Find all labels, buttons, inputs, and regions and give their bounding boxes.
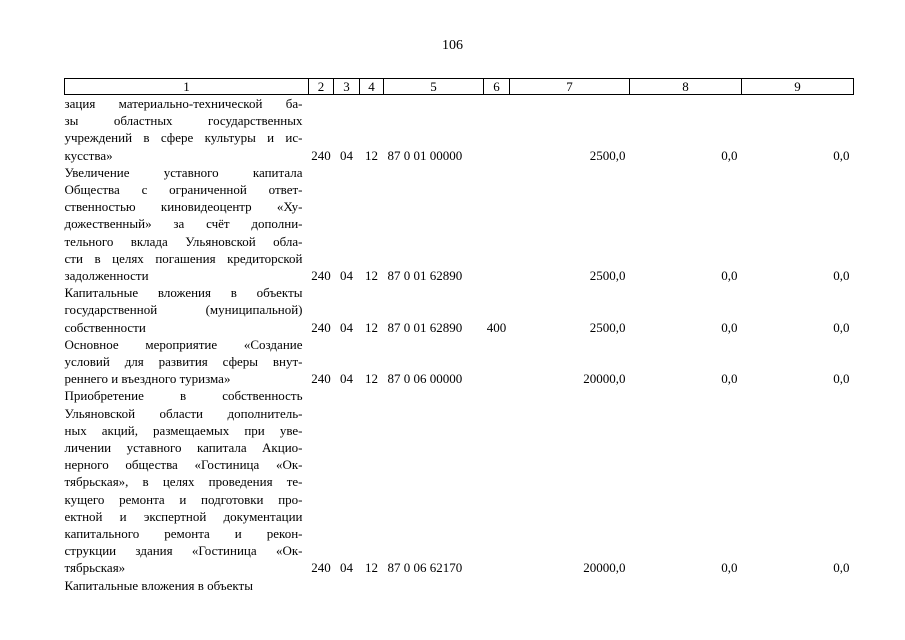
cell-ministry: 240	[311, 147, 331, 163]
description-line: государственной (муниципальной)	[64, 302, 303, 318]
cell-target-article: 87 0 01 62890	[387, 319, 463, 335]
cell-section: 04	[340, 560, 353, 576]
cell-amount-year3: 0,0	[833, 319, 850, 335]
cell-subsection: 12	[365, 147, 378, 163]
description-line: Ульяновской области дополнитель-	[64, 405, 303, 421]
cell-amount-year1	[510, 577, 630, 594]
description-line: собственности	[64, 319, 146, 335]
description-line: Капитальные вложения в объекты	[64, 577, 253, 593]
description-line: струкции здания «Гостиница «Ок-	[64, 543, 303, 559]
cell-subsection: 12	[365, 268, 378, 284]
cell-amount-year3: 0,0	[833, 268, 850, 284]
cell-target-article: 87 0 06 62170	[387, 560, 463, 576]
cell-section: 04	[340, 268, 353, 284]
table-row	[65, 164, 854, 284]
cell-amount-year2: 0,0	[721, 147, 738, 163]
cell-amount-year1: 2500,0	[589, 319, 626, 335]
column-header-9: 9	[742, 79, 854, 95]
description-line: условий для развития сферы внут-	[64, 354, 303, 370]
description-line: Приобретение в собственность	[64, 388, 303, 404]
description-line: ных акций, размещаемых при уве-	[64, 422, 303, 438]
cell-ministry: 240	[311, 268, 331, 284]
cell-subsection	[360, 577, 384, 594]
description-line: нерного общества «Гостиница «Ок-	[64, 457, 303, 473]
cell-description	[65, 164, 309, 284]
table-row	[65, 336, 854, 388]
description-line: ектной и экспертной документации	[64, 508, 303, 524]
cell-expense-type	[484, 336, 510, 388]
description-line: тельного вклада Ульяновской обла-	[64, 233, 303, 249]
budget-table	[64, 78, 854, 594]
cell-description	[65, 284, 309, 336]
table-body	[65, 95, 854, 594]
column-header-8: 8	[630, 79, 742, 95]
description-line: зы областных государственных	[64, 113, 303, 129]
cell-section: 04	[340, 147, 353, 163]
cell-target-article: 87 0 01 62890	[387, 268, 463, 284]
cell-description	[65, 577, 309, 594]
cell-amount-year2: 0,0	[721, 268, 738, 284]
description-line: реннего и въездного туризма»	[64, 371, 231, 387]
cell-amount-year2: 0,0	[721, 371, 738, 387]
cell-amount-year1: 2500,0	[589, 268, 626, 284]
description-line: сти в целях погашения кредиторской	[64, 250, 303, 266]
cell-section: 04	[340, 371, 353, 387]
table-row	[65, 95, 854, 164]
column-header-3: 3	[334, 79, 360, 95]
cell-expense-type	[484, 387, 510, 576]
cell-expense-type	[484, 577, 510, 594]
cell-expense-type	[484, 95, 510, 164]
cell-subsection: 12	[365, 371, 378, 387]
column-header-1: 1	[65, 79, 309, 95]
cell-amount-year3: 0,0	[833, 371, 850, 387]
cell-section	[334, 577, 360, 594]
cell-target-article	[384, 577, 484, 594]
cell-amount-year1: 20000,0	[583, 560, 626, 576]
table-header	[65, 79, 854, 95]
description-line: Основное мероприятие «Создание	[64, 336, 303, 352]
page-number: 106	[442, 38, 463, 53]
column-header-5: 5	[384, 79, 484, 95]
table-row	[65, 284, 854, 336]
description-line: дожественный» за счёт дополни-	[64, 216, 303, 232]
cell-description	[65, 336, 309, 388]
description-line: Увеличение уставного капитала	[64, 164, 303, 180]
description-line: кусства»	[64, 147, 113, 163]
cell-expense-type	[484, 164, 510, 284]
description-line: ственностью киновидеоцентр «Ху-	[64, 199, 303, 215]
description-line: учреждений в сфере культуры и ис-	[64, 130, 303, 146]
description-line: личении уставного капитала Акцио-	[64, 440, 303, 456]
header-row	[65, 79, 854, 95]
table-row	[65, 387, 854, 576]
cell-ministry: 240	[311, 371, 331, 387]
cell-description	[65, 95, 309, 164]
description-line: кущего ремонта и подготовки про-	[64, 491, 303, 507]
description-line: капитального ремонта и рекон-	[64, 526, 303, 542]
cell-description	[65, 387, 309, 576]
cell-target-article: 87 0 06 00000	[387, 371, 463, 387]
cell-ministry: 240	[311, 319, 331, 335]
description-line: тябрьская», в целях проведения те-	[64, 474, 303, 490]
cell-subsection: 12	[365, 560, 378, 576]
cell-amount-year3: 0,0	[833, 147, 850, 163]
cell-amount-year2: 0,0	[721, 319, 738, 335]
cell-target-article: 87 0 01 00000	[387, 147, 463, 163]
cell-expense-type: 400	[486, 319, 507, 335]
cell-amount-year1: 20000,0	[583, 371, 626, 387]
column-header-2: 2	[309, 79, 334, 95]
cell-amount-year3: 0,0	[833, 560, 850, 576]
cell-amount-year2: 0,0	[721, 560, 738, 576]
description-line: тябрьская»	[64, 560, 126, 576]
column-header-7: 7	[510, 79, 630, 95]
cell-ministry	[309, 577, 334, 594]
cell-amount-year2	[630, 577, 742, 594]
cell-subsection: 12	[365, 319, 378, 335]
cell-section: 04	[340, 319, 353, 335]
description-line: зация материально-технической ба-	[64, 96, 303, 111]
column-header-4: 4	[360, 79, 384, 95]
description-line: Общества с ограниченной ответ-	[64, 182, 303, 198]
table-row	[65, 577, 854, 594]
cell-ministry: 240	[311, 560, 331, 576]
description-line: Капитальные вложения в объекты	[64, 285, 303, 301]
description-line: задолженности	[64, 268, 149, 284]
column-header-6: 6	[484, 79, 510, 95]
cell-amount-year3	[742, 577, 854, 594]
cell-amount-year1: 2500,0	[589, 147, 626, 163]
